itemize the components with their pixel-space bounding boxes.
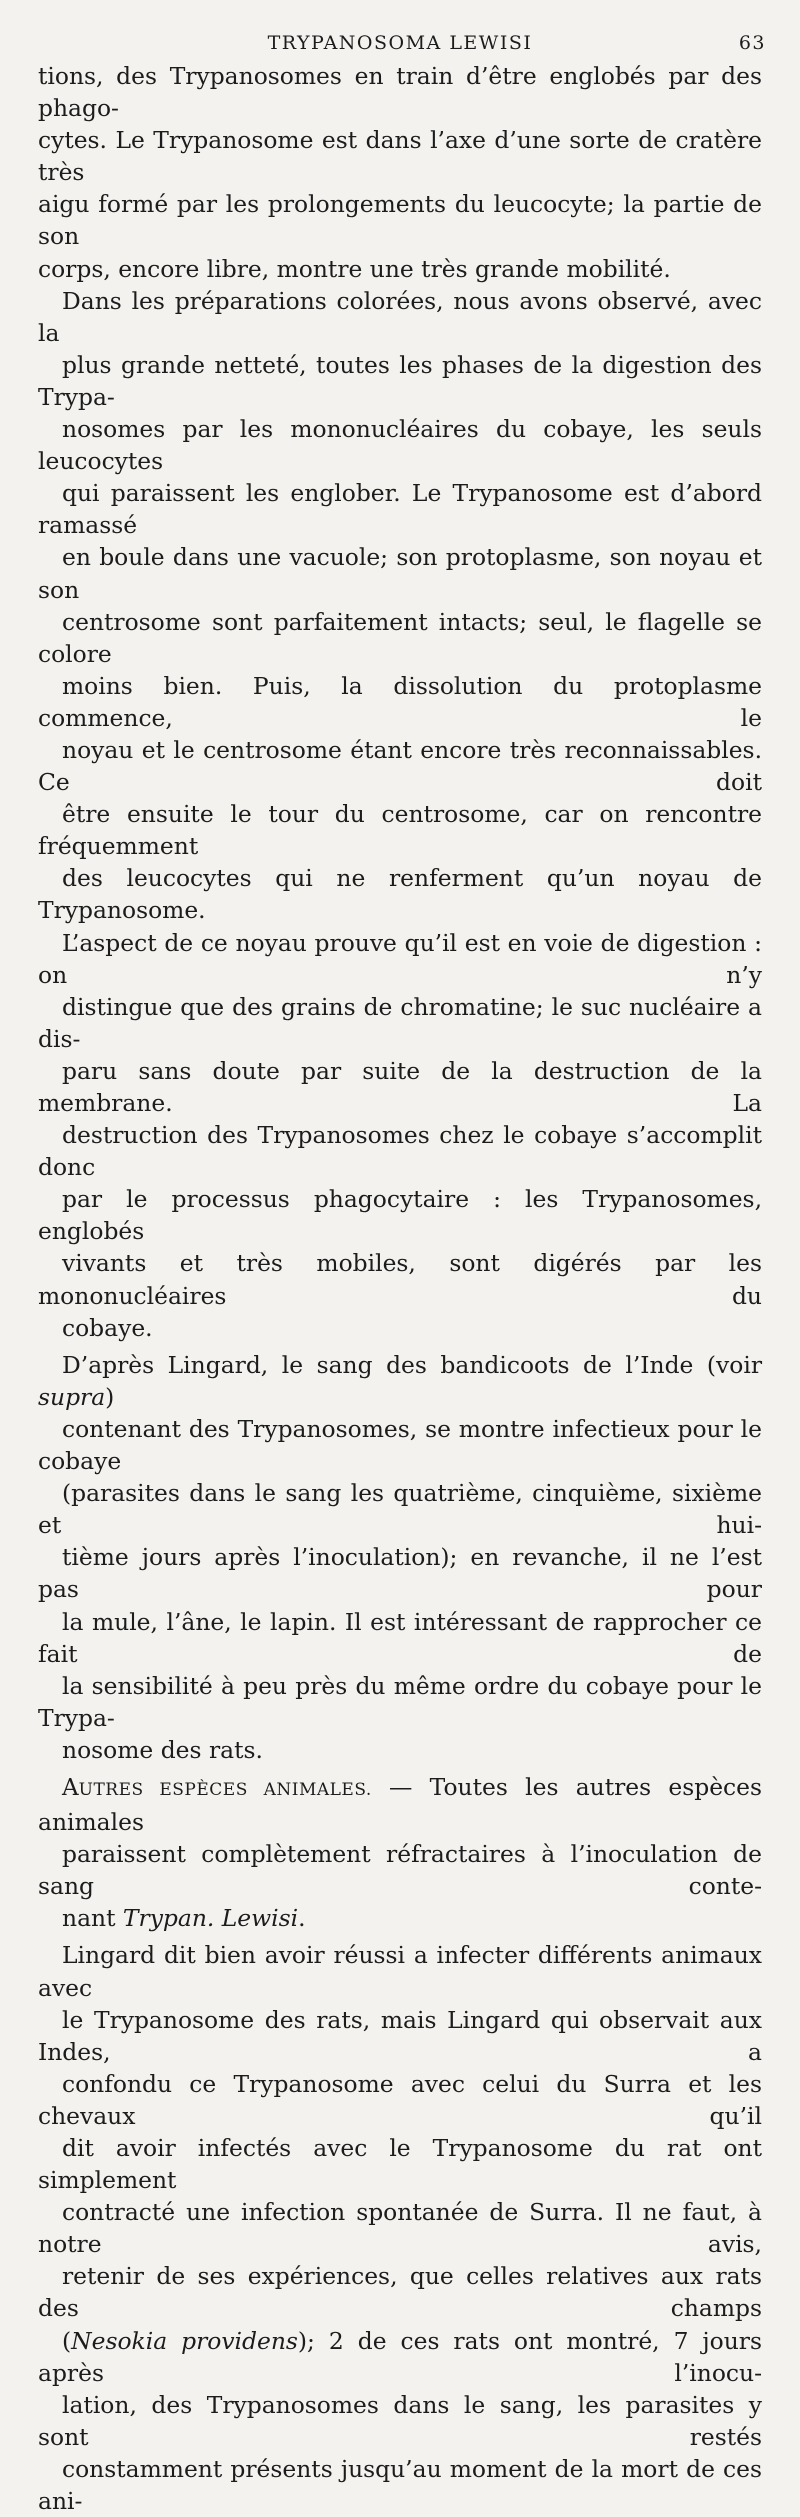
- text-line: cytes. Le Trypanosome est dans l’axe d’une sorte de cratère très: [38, 126, 762, 187]
- text-line: moins bien. Puis, la dissolution du protoplasme commence, le: [38, 671, 762, 732]
- text-line: qui paraissent les englober. Le Trypanosome est d’abord ramassé: [38, 479, 762, 540]
- page-number: 63: [738, 32, 766, 54]
- text-line: la sensibilité à peu près du même ordre du cobaye pour le Trypa-: [38, 1671, 762, 1732]
- text-line: paraissent complètement réfractaires à l’inoculation de sang conte-: [38, 1840, 762, 1901]
- running-head: [38, 30, 766, 60]
- section-heading: ANIMALES.: [263, 1779, 372, 1800]
- paragraph: [38, 285, 762, 1344]
- text-line: plus grande netteté, toutes les phases de la digestion des Trypa-: [38, 350, 762, 411]
- paragraph: [38, 1349, 762, 1766]
- running-title: TRYPANOSOMA LEWISI: [267, 32, 533, 54]
- text-line: dit avoir infectés avec le Trypanosome du rat ont simplement: [38, 2134, 762, 2195]
- body-text: [38, 60, 762, 2517]
- text-run: nant: [62, 1904, 123, 1933]
- text-line: (parasites dans le sang les quatrième, cinquième, sixième et hui-: [38, 1479, 762, 1540]
- text-line: vivants et très mobiles, sont digérés par les mononucléaires du: [38, 1249, 762, 1310]
- text-line: [38, 1771, 762, 1838]
- text-line: noyau et le centrosome étant encore très reconnaissables. Ce doit: [38, 735, 762, 797]
- text-line: constamment présents jusqu’au moment de la mort de ces ani-: [38, 2454, 762, 2516]
- text-line: distingue que des grains de chromatine; le suc nucléaire a dis-: [38, 992, 762, 1053]
- text-line: retenir de ses expériences, que celles relatives aux rats des champs: [38, 2262, 762, 2323]
- paragraph: [38, 60, 762, 285]
- text-run: — Toutes les autres espèces animales: [38, 1772, 763, 1837]
- text-line: L’aspect de ce noyau prouve qu’il est en voie de digestion : on n’y: [38, 928, 762, 989]
- text-line: des leucocytes qui ne renferment qu’un noyau de Trypanosome.: [38, 864, 762, 925]
- text-line: [38, 1902, 762, 1934]
- text-line: corps, encore libre, montre une très grande mobilité.: [38, 254, 671, 283]
- text-run: ): [105, 1382, 115, 1411]
- text-line: Lingard dit bien avoir réussi a infecter différents animaux avec: [38, 1941, 762, 2002]
- text-line: tions, des Trypanosomes en train d’être englobés par des phago-: [38, 62, 762, 123]
- text-line: nosomes par les mononucléaires du cobaye, les seuls leucocytes: [38, 415, 762, 476]
- section-heading-initial: A: [62, 1774, 79, 1801]
- text-line: [38, 2325, 762, 2389]
- text-line: [38, 1349, 762, 1413]
- italic-text: Trypan. Lewisi: [122, 1904, 299, 1933]
- paragraph: [38, 1771, 762, 1934]
- text-run: ); 2 de ces rats ont montré, 7 jours après l’inocu-: [38, 2326, 762, 2387]
- text-line: confondu ce Trypanosome avec celui du Surra et les chevaux qu’il: [38, 2069, 762, 2130]
- italic-text: Nesokia providens: [71, 2326, 298, 2355]
- paragraph: [38, 1939, 762, 2517]
- text-line: destruction des Trypanosomes chez le cobaye s’accomplit donc: [38, 1121, 762, 1182]
- text-run: .: [298, 1904, 306, 1933]
- text-line: le Trypanosome des rats, mais Lingard qui observait aux Indes, a: [38, 2005, 762, 2066]
- section-heading: UTRES ESPÈCES: [78, 1779, 264, 1800]
- text-line: nosome des rats.: [62, 1735, 263, 1764]
- text-line: être ensuite le tour du centrosome, car on rencontre fréquemment: [38, 800, 762, 861]
- book-page: [38, 30, 766, 2517]
- text-line: paru sans doute par suite de la destruction de la membrane. La: [38, 1056, 762, 1117]
- text-line: cobaye.: [62, 1313, 153, 1342]
- text-line: en boule dans une vacuole; son protoplasme, son noyau et son: [38, 543, 762, 604]
- text-run: D’après Lingard, le sang des bandicoots de l’Inde (voir: [62, 1350, 762, 1379]
- text-line: par le processus phagocytaire : les Trypanosomes, englobés: [38, 1185, 762, 1246]
- text-line: contenant des Trypanosomes, se montre infectieux pour le cobaye: [38, 1414, 762, 1476]
- text-line: lation, des Trypanosomes dans le sang, les parasites y sont restés: [38, 2390, 762, 2451]
- text-line: aigu formé par les prolongements du leucocyte; la partie de son: [38, 190, 762, 251]
- text-run: (: [62, 2326, 72, 2355]
- text-line: Dans les préparations colorées, nous avons observé, avec la: [38, 286, 762, 347]
- italic-text: supra: [38, 1382, 106, 1411]
- text-line: tième jours après l’inoculation); en revanche, il ne l’est pas pour: [38, 1543, 762, 1604]
- text-line: contracté une infection spontanée de Surra. Il ne faut, à notre avis,: [38, 2198, 762, 2259]
- text-line: la mule, l’âne, le lapin. Il est intéressant de rapprocher ce fait de: [38, 1607, 762, 1668]
- text-line: centrosome sont parfaitement intacts; seul, le flagelle se colore: [38, 607, 762, 668]
